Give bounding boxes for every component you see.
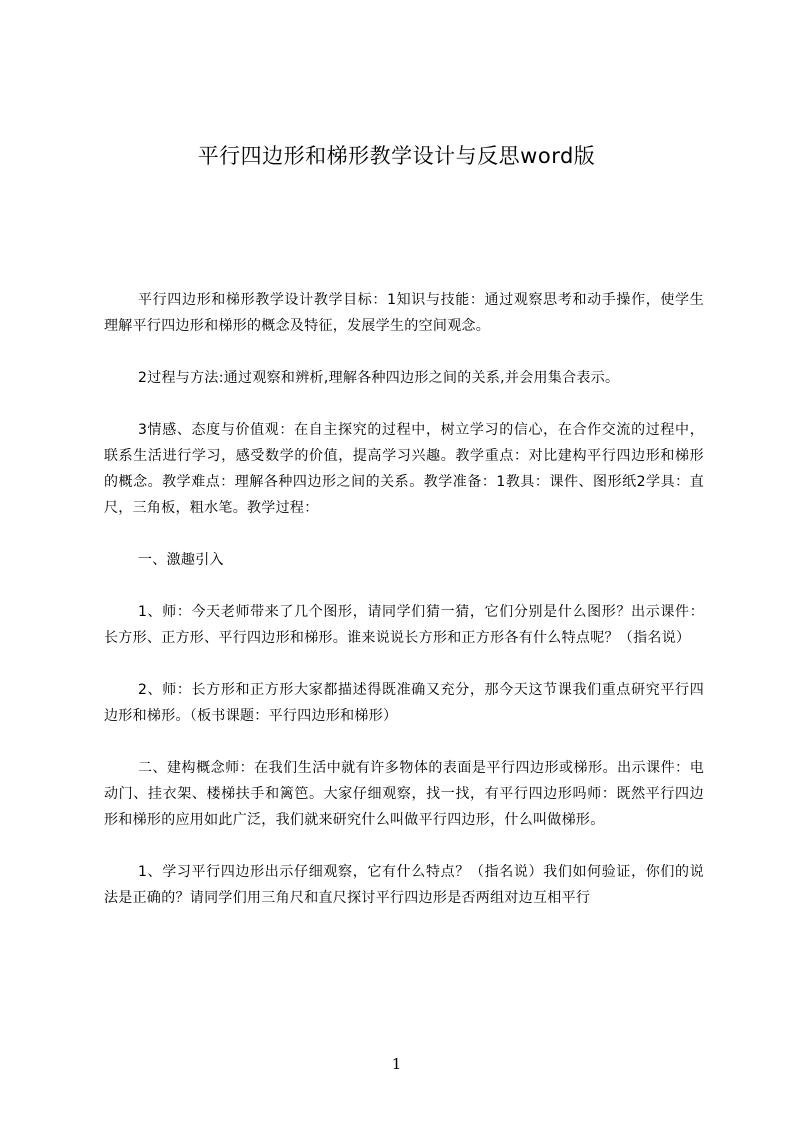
paragraph-intro-step-1: 1、师：今天老师带来了几个图形，请同学们猜一猜，它们分别是什么图形？出示课件：长方形、正方形、平行四边形和梯形。谁来说说长方形和正方形各有什么特点呢？（指名说） xyxy=(104,604,704,646)
document-title: 平行四边形和梯形教学设计与反思word版 xyxy=(197,144,596,168)
paragraph-intro-step-2: 2、师：长方形和正方形大家都描述得既准确又充分，那今天这节课我们重点研究平行四边形和梯形。（板书课题：平行四边形和梯形） xyxy=(104,682,704,724)
paragraph-learn-parallelogram: 1、学习平行四边形出示仔细观察，它有什么特点？（指名说）我们如何验证，你们的说法是正确的？请同学们用三角尺和直尺探讨平行四边形是否两组对边互相平行 xyxy=(104,864,704,906)
paragraph-emotion-values: 3情感、态度与价值观：在自主探究的过程中，树立学习的信心，在合作交流的过程中，联系生活进行学习，感受数学的价值，提高学习兴趣。教学重点：对比建构平行四边形和梯形的概念。教学难点：理解各种四边形之间的关系。教学准备：1教具：课件、图形纸2学具：直尺，三角板，粗水笔。教学过程： xyxy=(104,422,704,516)
paragraph-build-concept: 二、建构概念师：在我们生活中就有许多物体的表面是平行四边形或梯形。出示课件：电动门、挂衣架、楼梯扶手和篱笆。大家仔细观察，找一找，有平行四边形吗师：既然平行四边形和梯形的应用如此广泛，我们就来研究什么叫做平行四边形，什么叫做梯形。 xyxy=(104,760,704,828)
page-number: 1 xyxy=(391,1055,402,1073)
paragraph-objectives: 平行四边形和梯形教学设计教学目标：1知识与技能：通过观察思考和动手操作，使学生理解平行四边形和梯形的概念及特征，发展学生的空间观念。 xyxy=(104,292,704,334)
paragraph-process-method: 2过程与方法:通过观察和辨析,理解各种四边形之间的关系,并会用集合表示。 xyxy=(138,370,620,386)
document-body xyxy=(104,287,704,937)
paragraph-section-heading-intro: 一、激趣引入 xyxy=(138,552,224,568)
